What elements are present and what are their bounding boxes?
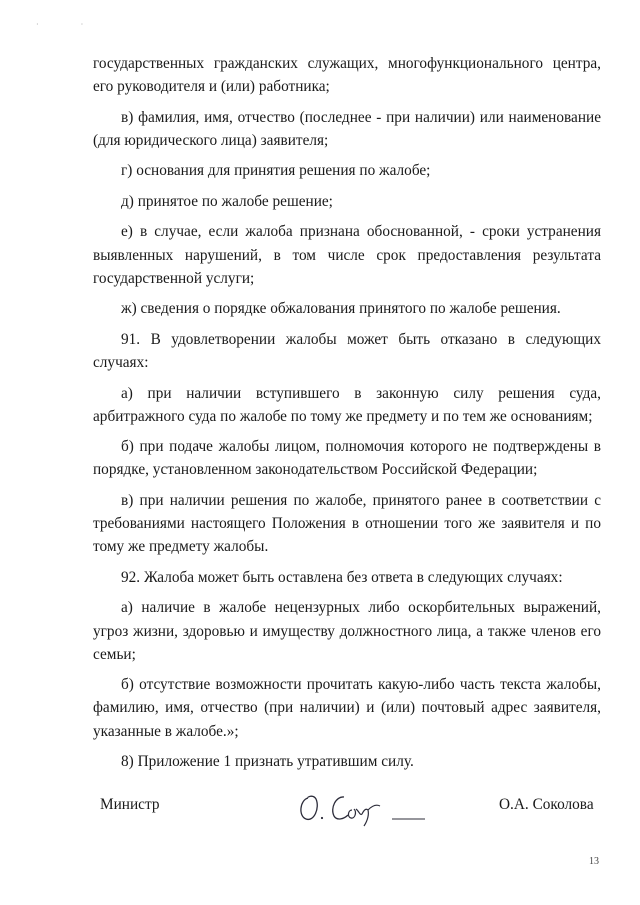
paragraph: в) при наличии решения по жалобе, принятого ранее в соответствии с требованиями настоящего Положения в отношении того же заявителя и по тому же предмету жалобы. [93, 491, 601, 556]
document-body [93, 52, 601, 781]
paragraph: в) фамилия, имя, отчество (последнее - при наличии) или наименование (для юридического лица) заявителя; [93, 108, 601, 149]
paragraph: 8) Приложение 1 признать утратившим силу. [121, 753, 414, 771]
paragraph: ж) сведения о порядке обжалования принятого по жалобе решения. [121, 300, 561, 318]
signature-block [0, 788, 640, 828]
paragraph: д) принятое по жалобе решение; [121, 192, 333, 210]
paragraph: а) при наличии вступившего в законную силу решения суда, арбитражного суда по жалобе по тому же предмету и по тем же основаниям; [93, 384, 601, 425]
paragraph: г) основания для принятия решения по жалобе; [121, 162, 431, 180]
scan-marks: · · [36, 20, 104, 29]
signer-name: О.А. Соколова [499, 796, 594, 813]
paragraph: а) наличие в жалобе нецензурных либо оскорбительных выражений, угроз жизни, здоровью и имуществу должностного лица, а также членов его семьи; [93, 599, 601, 663]
paragraph: 91. В удовлетворении жалобы может быть отказано в следующих случаях: [93, 330, 601, 372]
page-number: 13 [589, 856, 599, 867]
handwritten-signature [296, 788, 436, 828]
paragraph: б) отсутствие возможности прочитать какую-либо часть текста жалобы, фамилию, имя, отчество (при наличии) и (или) почтовый адрес заявителя, указанные в жалобе.»; [93, 676, 601, 740]
paragraph: е) в случае, если жалоба признана обоснованной, - сроки устранения выявленных нарушений, в том числе срок предоставления результата государственной услуги; [93, 223, 601, 287]
paragraph: государственных гражданских служащих, многофункционального центра, его руководителя и (или) работника; [93, 55, 601, 96]
paragraph: б) при подаче жалобы лицом, полномочия которого не подтверждены в порядке, установленном законодательством Российской Федерации; [93, 438, 601, 479]
position-title: Министр [100, 796, 160, 813]
paragraph: 92. Жалоба может быть оставлена без ответа в следующих случаях: [121, 568, 563, 586]
